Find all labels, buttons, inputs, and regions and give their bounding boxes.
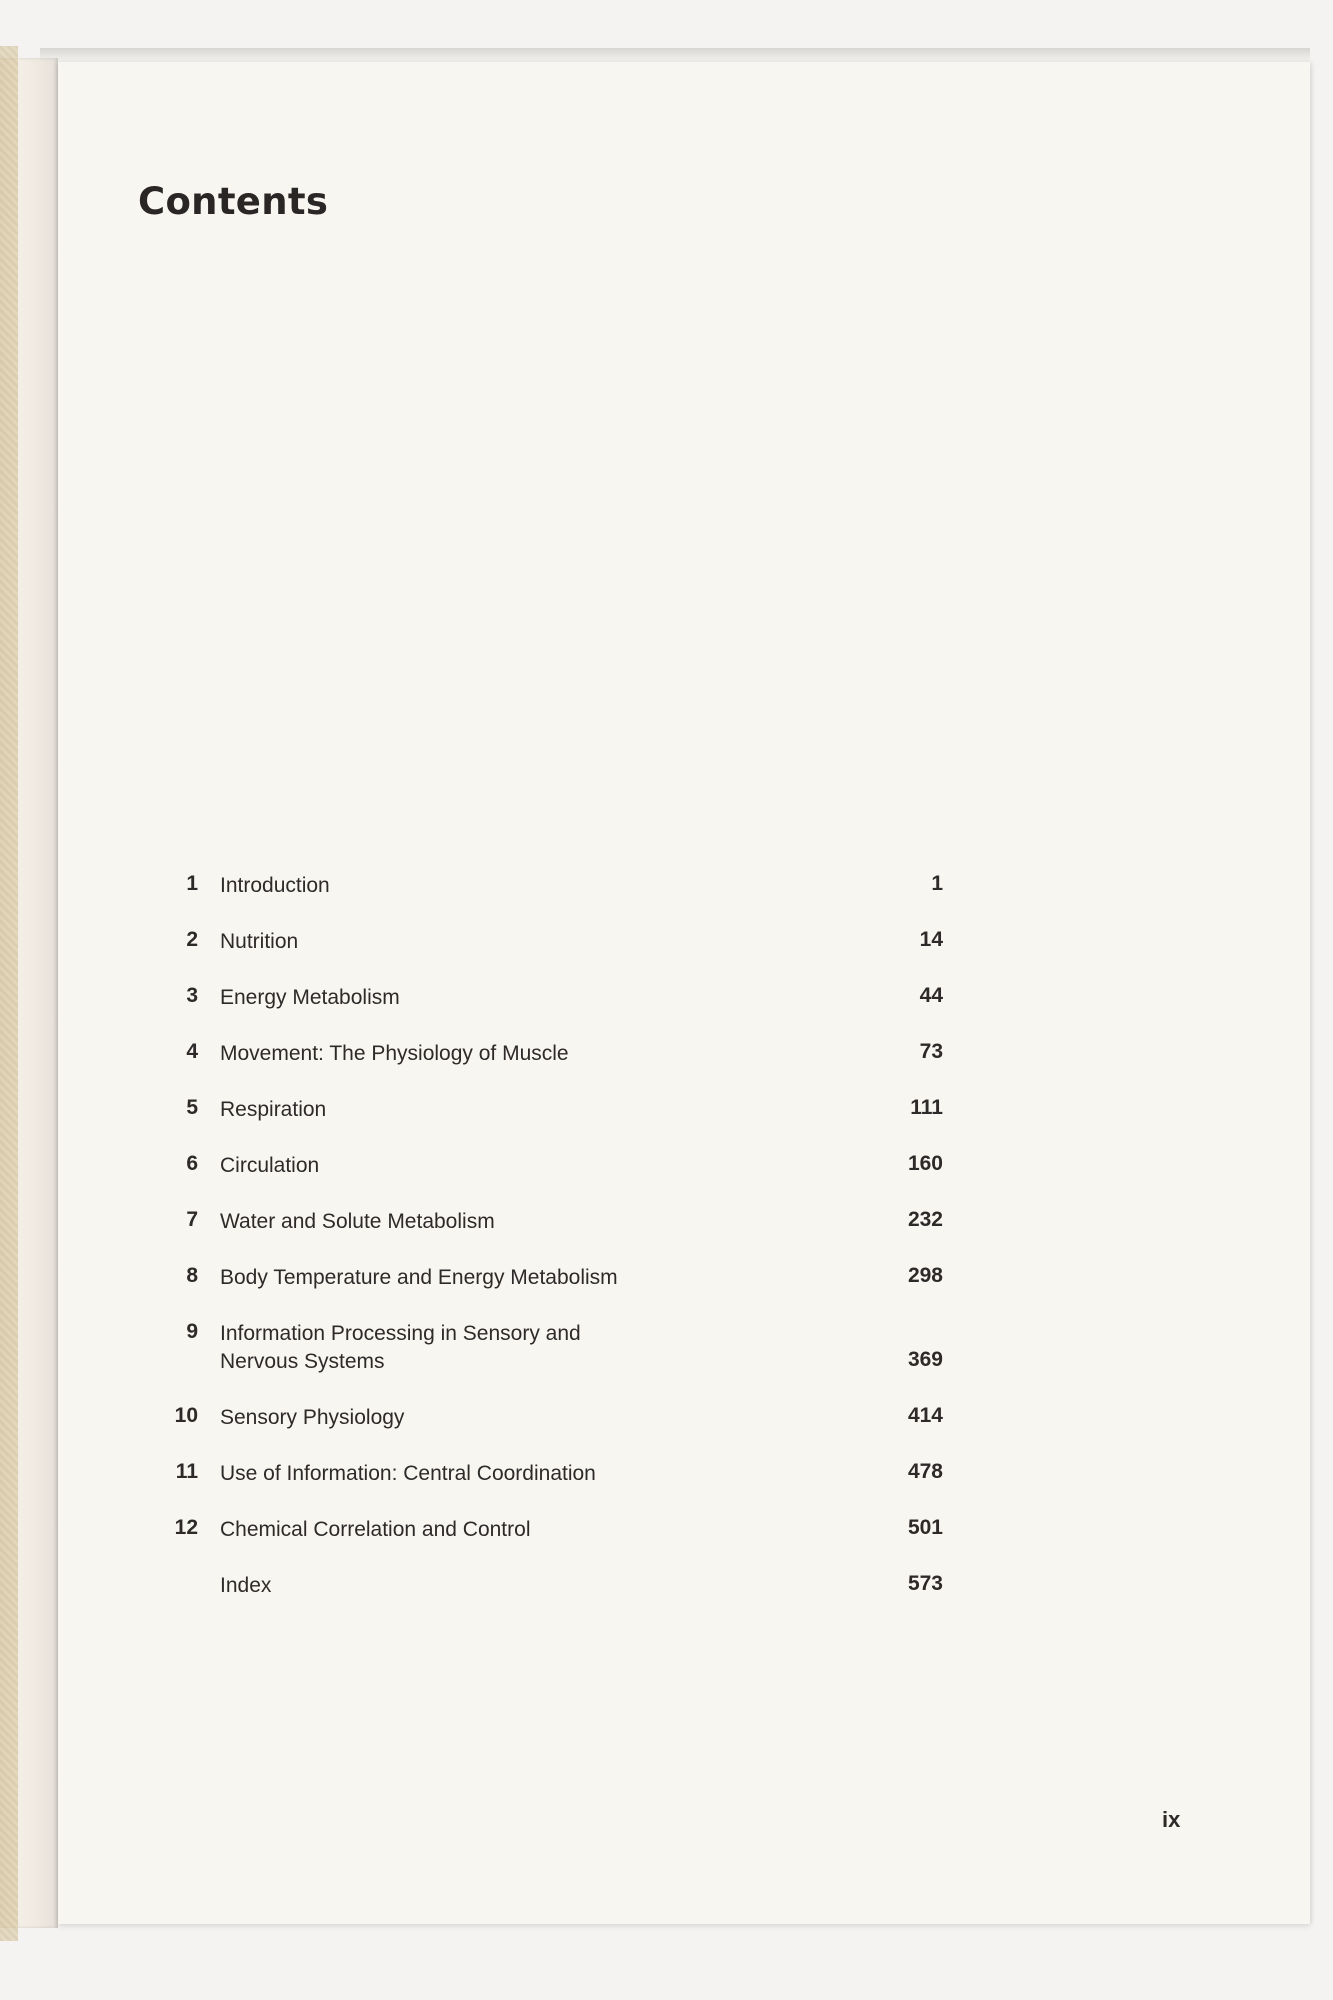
chapter-number: 10 <box>174 1404 198 1427</box>
toc-entry-10[interactable] <box>128 1404 943 1460</box>
chapter-number: 9 <box>186 1320 198 1343</box>
chapter-page-number: 414 <box>907 1404 943 1427</box>
chapter-page-number: 298 <box>907 1264 943 1287</box>
toc-entry-5[interactable] <box>128 1096 943 1152</box>
page-title: Contents <box>138 180 329 223</box>
chapter-title: Energy Metabolism <box>220 986 400 1009</box>
chapter-title: Circulation <box>220 1154 320 1177</box>
chapter-number: 3 <box>186 984 198 1007</box>
book-page <box>58 62 1310 1924</box>
toc-entry-4[interactable] <box>128 1040 943 1096</box>
chapter-number: 5 <box>186 1096 198 1119</box>
chapter-page-number: 1 <box>931 872 943 895</box>
chapter-title: Movement: The Physiology of Muscle <box>220 1042 569 1065</box>
toc-entry-7[interactable] <box>128 1208 943 1264</box>
toc-entry-2[interactable] <box>128 928 943 984</box>
chapter-number: 8 <box>186 1264 198 1287</box>
toc-entry-6[interactable] <box>128 1152 943 1208</box>
chapter-page-number: 14 <box>919 928 943 951</box>
chapter-page-number: 232 <box>907 1208 943 1231</box>
page-folio: ix <box>1162 1807 1181 1832</box>
chapter-title: Introduction <box>220 874 330 897</box>
toc-entry-9[interactable] <box>128 1320 943 1404</box>
toc-entry-index[interactable] <box>128 1572 943 1628</box>
toc-entry-1[interactable] <box>128 872 943 928</box>
chapter-title: Water and Solute Metabolism <box>220 1210 495 1233</box>
chapter-page-number: 44 <box>919 984 943 1007</box>
chapter-page-number: 501 <box>907 1516 943 1539</box>
chapter-title: Respiration <box>220 1098 327 1121</box>
chapter-page-number: 573 <box>907 1572 943 1595</box>
chapter-number: 11 <box>175 1460 198 1483</box>
page-edge-shadow <box>40 48 1310 62</box>
chapter-title: Information Processing in Sensory and Nervous Systems <box>220 1322 581 1373</box>
chapter-number: 7 <box>186 1208 198 1231</box>
toc-entry-3[interactable] <box>128 984 943 1040</box>
toc-entry-12[interactable] <box>128 1516 943 1572</box>
chapter-number: 2 <box>186 928 198 951</box>
chapter-page-number: 111 <box>910 1096 943 1119</box>
chapter-page-number: 73 <box>919 1040 943 1063</box>
chapter-page-number: 160 <box>907 1152 943 1175</box>
chapter-number: 4 <box>186 1040 198 1063</box>
chapter-number: 1 <box>186 872 198 895</box>
book-spine <box>0 58 58 1928</box>
chapter-title: Sensory Physiology <box>220 1406 405 1429</box>
toc-entry-8[interactable] <box>128 1264 943 1320</box>
chapter-title: Nutrition <box>220 930 299 953</box>
chapter-title: Body Temperature and Energy Metabolism <box>220 1266 618 1289</box>
chapter-number: 6 <box>186 1152 198 1175</box>
chapter-title: Index <box>220 1574 272 1597</box>
chapter-number: 12 <box>174 1516 198 1539</box>
chapter-title: Use of Information: Central Coordination <box>220 1462 596 1485</box>
chapter-page-number: 478 <box>907 1460 943 1483</box>
chapter-page-number: 369 <box>907 1348 943 1371</box>
chapter-title: Chemical Correlation and Control <box>220 1518 531 1541</box>
toc-entry-11[interactable] <box>128 1460 943 1516</box>
